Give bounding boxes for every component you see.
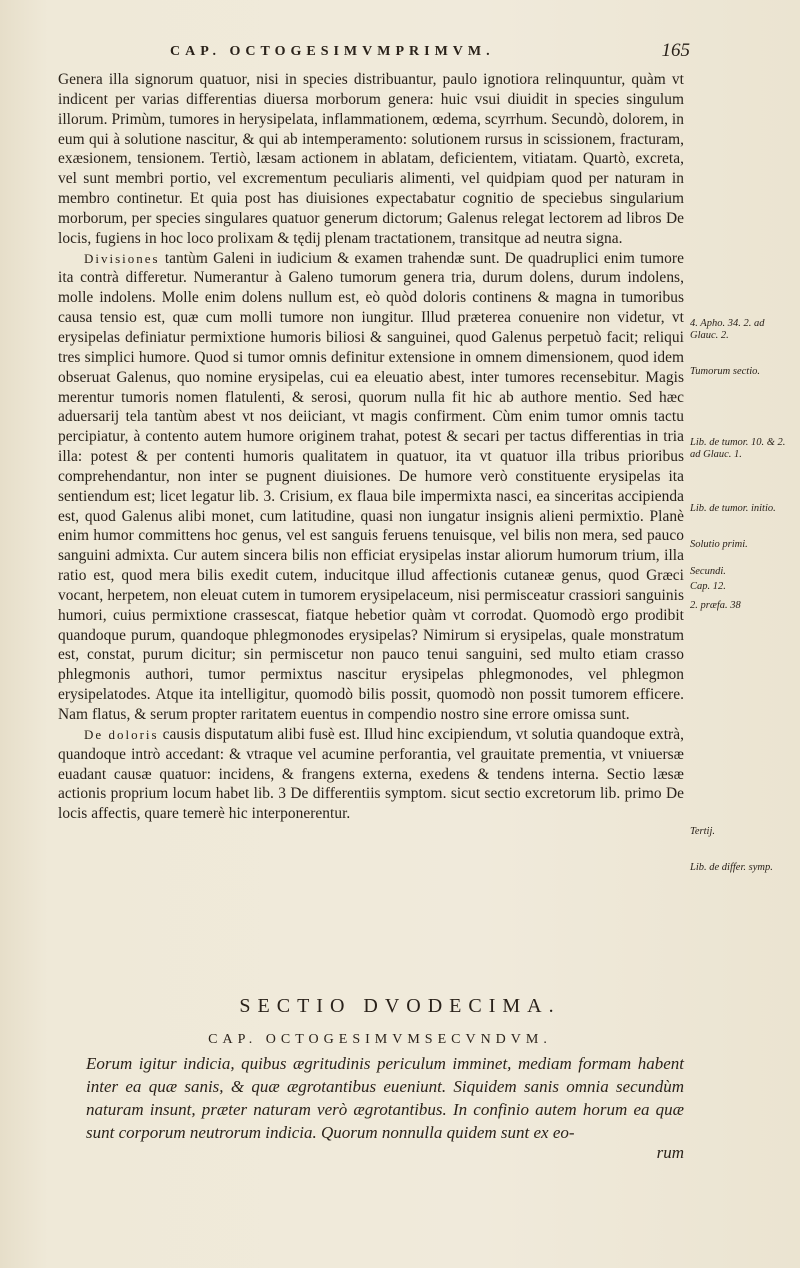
running-head: CAP. OCTOGESIMVMPRIMVM. — [170, 44, 495, 59]
margin-note: Cap. 12. — [690, 581, 726, 592]
paragraph-3-text: causis disputatum alibi fusè est. Illud hinc excipiendum, vt solutia quandoque extrà, quandoque intrò accedant: & vtraque vel acumine perforantia, vel grauitate prementia, vt vniuersæ euadant causæ quatuor: incidens, & frangens externa, exedens & tendens interna. Sectio læsæ actionis proprium locum habet lib. 3 De differentiis symptom. sicut sectio excretorum lib. primo De locis affectis, quare temerè hic interponerentur. — [58, 725, 684, 823]
margin-note: Tertij. — [690, 826, 715, 837]
margin-note: Secundi. — [690, 566, 726, 577]
chapter-title: CAP. OCTOGESIMVMSECVNDVM. — [208, 1032, 552, 1047]
paragraph-3 — [58, 725, 684, 824]
paragraph-1-text: Genera illa signorum quatuor, nisi in species distribuantur, paulo ignotiora relinquuntur, quàm vt indicent per varias differentias diuersa morborum genera: huic vsui diuidit in species singulum illorum. Primùm, tumores in herysipelata, inflammationem, œdema, scyrrhum. Secundò, dolorem, in eum qui à solutione nascitur, & qui ab intemperamento: solutionem rursus in scissionem, fracturam, exæsionem, tensionem. Tertiò, læsam actionem in ablatam, deficientem, vitiatam. Quartò, excreta, vel sunt membri portio, vel excrementum peculiaris alimenti, vel quidpiam quod per naturam in membro continetur. Et quia post has diuisiones expectabatur cognitio de speciebus singularium morborum, per species singulares quatuor generum dictorum; Galenus relegat lectorem ad libros De locis, fugiens in hoc loco prolixam & tędij plenam tractationem, transitque ad neutra signa. — [58, 71, 684, 247]
page-number: 165 — [661, 40, 690, 61]
margin-note: 4. Apho. 34. 2. ad Glauc. 2. — [690, 318, 765, 341]
main-text — [58, 70, 684, 824]
paragraph-3-lead: De doloris — [84, 726, 159, 742]
paragraph-2 — [58, 249, 684, 725]
italic-paragraph: Eorum igitur indicia, quibus ægritudinis periculum imminet, mediam formam habent inter ea quæ sanis, & quæ ægrotantibus eueniunt. Siquidem sanis omnia secundùm naturam insunt, præter naturam verò ægrotantibus. In confinio autem horum ea quæ sunt corporum neutrorum indicia. Quorum nonnulla quidem sunt ex eo- — [86, 1054, 684, 1142]
catchword: rum — [656, 1143, 684, 1162]
paragraph-2-lead: Divisiones — [84, 250, 160, 266]
margin-note: Lib. de differ. symp. — [690, 862, 773, 873]
paragraph-2-text: tantùm Galeni in iudicium & examen trahendæ sunt. De quadruplici enim tumore ita contrà differetur. Numerantur à Galeno tumorum genera tria, durum dolens, durum indolens, molle indolens. Molle enim dolens nullum est, eò quòd doloris continens & magna in tumoribus causa tensio est, quæ cum molli tumore non iungitur. Illud præterea conuenire non videtur, vt erysipelas definiatur permixtione humoris biliosi & sanguinei, quod Galenus perpetuò facit; reliqui tres simplici humore. Quod si tumor omnis definitur extensione in omnem dimensionem, quod idem obseruat Galenus, quo nomine erysipelas, cui ea eleuatio abest, inter tumores recensebitur. Magis merentur tumoris nomen flatulenti, & serosi, quorum nulla fit hic ab authore mentio. Sed hæc aduersarij tela tantùm abest vt nos deiiciant, vt magis confirment. Cùm enim tumor omnis tactu percipiatur, à contento autem humore originem trahat, potest & secari per tactus differentias in tria illa: potest & per contenti humoris qualitatem in quatuor, ita vt quatuor illa tribus prioribus comprehendantur, non inter se pugnent diuisiones. De humore verò constituente erysipelas ita sentiendum est; licet legatur lib. 3. Crisium, ex flaua bile impermixta nasci, ea sinceritas accipienda est, quod Galenus alibi monet, cum latitudine, quasi non iungatur insignis alieni permixtio. Planè enim humor committens hoc genus, vel est sanguis feruens tenuisque, vel bilis non mera, sed pauco sanguini admixta. Cur autem sincera bilis non efficiat erysipelas instar aliorum humorum trium, illa ratio est, quod mera bilis exedit cutem, inducitque illud affectionis cutaneæ genus, quod Græci vocant, herpetem, non eleuat cutem in tumorem erysipelaceum, nisi permisceatur crassiori sanguinis humori, cuius permixtione crassescat, fiatque hebetior quàm vt corrodat. Quomodò ergo prodibit quandoque purum, quandoque phlegmonodes erysipelas? Nimirum si erysipelas, quale monstratum est, constat, purum dicitur; sin permiscetur non pauco tenui sanguini, sed multo etiam crasso phlegmonis authori, tumor permixtus nascitur erysipelas phlegmonodes, vel phlegmon erysipelatodes. Atque ita intelligitur, quomodò bilis possit, quomodò non possit tumorem efficere. Nam flatus, & serum propter raritatem euentus in compendio nostro sine errore omissa sunt. — [58, 249, 684, 723]
margin-note: Lib. de tumor. 10. & 2. ad Glauc. 1. — [690, 437, 786, 460]
margin-note: Tumorum sectio. — [690, 366, 761, 377]
page-header — [150, 40, 690, 66]
margin-note: Solutio primi. — [690, 539, 748, 550]
margin-note: Lib. de tumor. initio. — [690, 503, 776, 514]
paragraph-1 — [58, 70, 684, 249]
margin-note: 2. præfa. 38 — [690, 600, 741, 611]
section-title: SECTIO DVODECIMA. — [239, 995, 561, 1017]
